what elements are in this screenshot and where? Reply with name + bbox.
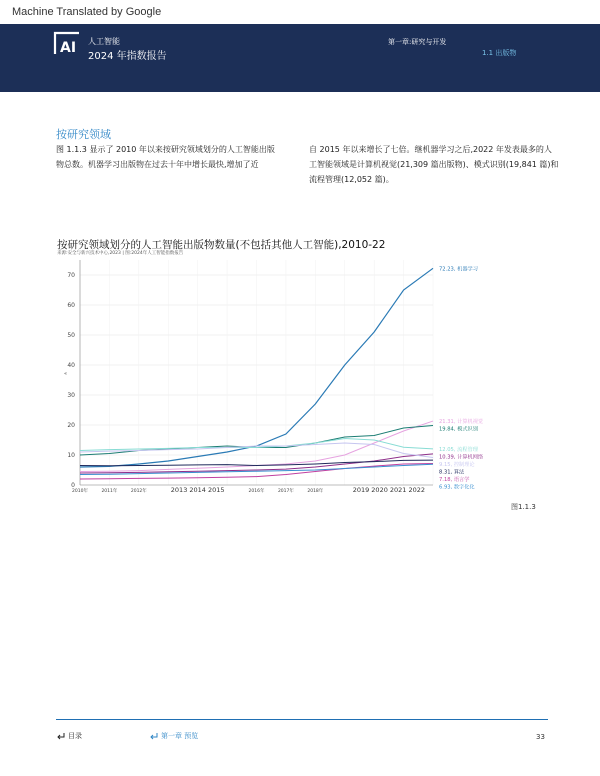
x-tick-label: 2011年 — [101, 489, 118, 494]
page-number: 33 — [536, 733, 545, 741]
x-tick-label: 2010年 — [72, 489, 88, 494]
y-tick-label: 20 — [67, 422, 75, 429]
series-end-label: 10.39, 计算机网络 — [439, 454, 484, 461]
chapter-preview-link[interactable] — [149, 731, 198, 741]
report-title: 2024 年指数报告 — [88, 51, 167, 62]
logo-text: AI — [60, 40, 77, 56]
return-arrow-icon — [56, 732, 65, 740]
body-text-right: 自 2015 年以来增长了七倍。继机器学习之后,2022 年发表最多的人工智能领域是计算机视觉(21,309 篇出版物)、模式识别(19,841 篇)和流程管理(12,052 篇)。 — [309, 145, 559, 184]
x-tick-label: 2017年 — [277, 489, 294, 494]
series-end-label: 7.18, 语言学 — [439, 476, 470, 483]
y-tick-label: 0 — [71, 482, 75, 489]
chart-source: 来源:安全与新兴技术中心,2023 | 图:2024年人工智能指数报告 — [57, 251, 184, 256]
x-tick-label: 2012年 — [130, 489, 147, 494]
y-tick-label: 30 — [67, 392, 75, 399]
series-end-label: 6.93, 数字化化 — [439, 484, 475, 491]
toc-link-label: 目录 — [68, 732, 82, 740]
section-heading: 按研究领域 — [56, 128, 111, 141]
machine-translated-badge: Machine Translated by Google — [12, 6, 162, 18]
footer-divider — [56, 719, 548, 720]
x-tick-group-label: 2019 2020 2021 2022 — [352, 486, 426, 494]
y-tick-label: 10 — [67, 452, 75, 459]
section-label[interactable]: 1.1 出版物 — [482, 49, 517, 57]
x-tick-label: 2016年 — [248, 489, 265, 494]
series-end-label: 8.31, 算法 — [439, 469, 465, 476]
x-tick-label: 2018年 — [307, 489, 324, 494]
series-end-label: 21.31, 计算机视觉 — [439, 419, 484, 426]
y-axis-label: « — [64, 371, 68, 377]
return-arrow-icon — [149, 732, 158, 740]
series-end-label: 12.05, 流程管理 — [439, 446, 478, 453]
toc-link[interactable] — [56, 731, 82, 741]
body-text-left: 图 1.1.3 显示了 2010 年以来按研究领域划分的人工智能出版物总数。机器学习出版物在过去十年中增长最快,增加了近 — [56, 145, 275, 169]
chapter-preview-label: 第一章 预览 — [161, 732, 199, 740]
series-end-label: 72.23, 机器学习 — [439, 266, 478, 273]
y-tick-label: 70 — [67, 272, 75, 279]
x-tick-group-label: 2013 2014 2015 — [170, 486, 225, 494]
series-end-label: 19.84, 模式识别 — [439, 426, 478, 433]
figure-label: 图1.1.3 — [511, 503, 536, 511]
y-tick-label: 50 — [67, 332, 75, 339]
chapter-label[interactable]: 第一章:研究与开发 — [388, 38, 447, 46]
y-tick-label: 60 — [67, 302, 75, 309]
brand-name: 人工智能 — [88, 37, 120, 46]
chart-title: 按研究领域划分的人工智能出版物数量(不包括其他人工智能),2010-22 — [57, 239, 386, 251]
y-tick-label: 40 — [67, 362, 75, 369]
series-end-label: 9.15, 控制理论 — [439, 461, 475, 468]
